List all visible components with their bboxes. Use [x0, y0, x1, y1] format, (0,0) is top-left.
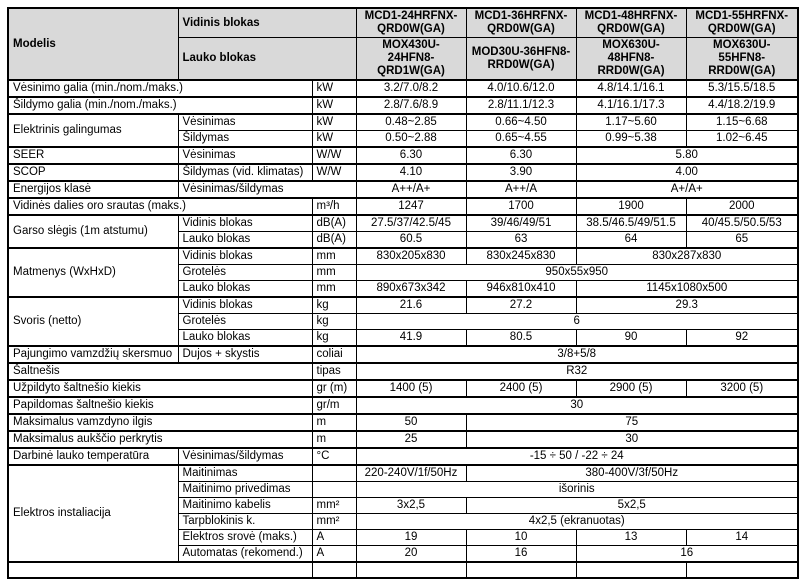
value-cell: 10: [466, 530, 576, 546]
value-cell: 2400 (5): [466, 380, 576, 397]
spec-row: [8, 431, 798, 448]
unit-cell: °C: [312, 448, 356, 465]
lauko-blokas-header-cell: Lauko blokas: [178, 38, 356, 81]
unit-cell: m: [312, 414, 356, 431]
value-cell: 21.6: [356, 297, 466, 314]
value-cell: 3.90: [466, 164, 576, 181]
spec-row: [8, 181, 798, 198]
row-label-cell: Maksimalus aukščio perkrytis: [8, 431, 312, 448]
value-cell: 75: [466, 414, 798, 431]
row-label-cell: Vidinės dalies oro srautas (maks.): [8, 198, 312, 215]
value-cell: 0.99~5.38: [576, 131, 686, 148]
unit-cell: coliai: [312, 346, 356, 363]
value-cell: A+/A+: [576, 181, 798, 198]
value-cell: 13: [576, 530, 686, 546]
sub-label-cell: Elektros srovė (maks.): [178, 530, 312, 546]
value-cell: 19: [356, 530, 466, 546]
unit-cell: kg: [312, 297, 356, 314]
value-cell: 1400 (5): [356, 380, 466, 397]
unit-cell: dB(A): [312, 215, 356, 232]
indoor-model-cell: MCD1-24HRFNX-QRD0W(GA): [356, 8, 466, 38]
value-cell: 39/46/49/51: [466, 215, 576, 232]
value-cell: 16: [466, 546, 576, 563]
modelis-header-cell: Modelis: [8, 8, 178, 80]
cell: [686, 562, 798, 578]
sub-label-cell: Lauko blokas: [178, 232, 312, 249]
sub-label-cell: Vėsinimas: [178, 114, 312, 131]
unit-cell: A: [312, 546, 356, 563]
row-label-cell: Svoris (netto): [8, 297, 178, 346]
row-label-cell: Pajungimo vamzdžių skersmuo: [8, 346, 178, 363]
value-cell: 20: [356, 546, 466, 563]
value-cell: 5.80: [576, 147, 798, 164]
value-cell: 950x55x950: [356, 265, 798, 281]
value-cell: 220-240V/1f/50Hz: [356, 465, 466, 482]
value-cell: A++/A: [466, 181, 576, 198]
outdoor-model-cell: MOX630U-48HFN8-RRD0W(GA): [576, 38, 686, 81]
unit-cell: kW: [312, 97, 356, 114]
value-cell: 2.8/7.6/8.9: [356, 97, 466, 114]
value-cell: 5.3/15.5/18.5: [686, 80, 798, 97]
sub-label-cell: Vidinis blokas: [178, 248, 312, 265]
unit-cell: kW: [312, 80, 356, 97]
spec-row: [8, 465, 798, 482]
value-cell: 4.4/18.2/19.9: [686, 97, 798, 114]
sub-label-cell: Automatas (rekomend.): [178, 546, 312, 563]
sub-label-cell: Šildymas (vid. klimatas): [178, 164, 312, 181]
spec-row: [8, 448, 798, 465]
sub-label-cell: Vėsinimas/šildymas: [178, 181, 356, 198]
value-cell: 0.48~2.85: [356, 114, 466, 131]
unit-cell: kW: [312, 114, 356, 131]
indoor-model-cell: MCD1-36HRFNX-QRD0W(GA): [466, 8, 576, 38]
unit-cell: [312, 465, 356, 482]
value-cell: 4.10: [356, 164, 466, 181]
spec-row: [8, 164, 798, 181]
value-cell: 6.30: [356, 147, 466, 164]
table-header: [8, 8, 798, 80]
row-label-cell: Elektrinis galingumas: [8, 114, 178, 147]
value-cell: 90: [576, 330, 686, 347]
sub-label-cell: Tarpblokinis k.: [178, 514, 312, 530]
spec-row: [8, 248, 798, 265]
unit-cell: mm²: [312, 498, 356, 514]
outdoor-model-cell: MOX430U-24HFN8-QRD1W(GA): [356, 38, 466, 81]
row-label-cell: SCOP: [8, 164, 178, 181]
value-cell: išorinis: [356, 482, 798, 498]
value-cell: 80.5: [466, 330, 576, 347]
outdoor-model-cell: MOD30U-36HFN8-RRD0W(GA): [466, 38, 576, 81]
sub-label-cell: Grotelės: [178, 314, 312, 330]
unit-cell: m: [312, 431, 356, 448]
value-cell: 38.5/46.5/49/51.5: [576, 215, 686, 232]
row-label-cell: Užpildyto šaltnešio kiekis: [8, 380, 312, 397]
value-cell: R32: [356, 363, 798, 380]
spec-row: [8, 414, 798, 431]
unit-cell: gr (m): [312, 380, 356, 397]
value-cell: 1900: [576, 198, 686, 215]
cell: [312, 562, 356, 578]
spec-row: [8, 363, 798, 380]
row-label-cell: Šildymo galia (min./nom./maks.): [8, 97, 312, 114]
value-cell: 29.3: [576, 297, 798, 314]
value-cell: 3x2,5: [356, 498, 466, 514]
spec-row: [8, 97, 798, 114]
value-cell: A++/A+: [356, 181, 466, 198]
value-cell: 2000: [686, 198, 798, 215]
value-cell: 64: [576, 232, 686, 249]
value-cell: 830x245x830: [466, 248, 576, 265]
value-cell: 4.00: [576, 164, 798, 181]
cell: [576, 562, 686, 578]
unit-cell: mm²: [312, 514, 356, 530]
spec-row: [8, 346, 798, 363]
value-cell: 65: [686, 232, 798, 249]
value-cell: 0.66~4.50: [466, 114, 576, 131]
value-cell: 6.30: [466, 147, 576, 164]
value-cell: 4x2,5 (ekranuotas): [356, 514, 798, 530]
sub-label-cell: Vidinis blokas: [178, 215, 312, 232]
table-body: [8, 80, 798, 562]
value-cell: 6: [356, 314, 798, 330]
unit-cell: m³/h: [312, 198, 356, 215]
unit-cell: [312, 482, 356, 498]
value-cell: 1.02~6.45: [686, 131, 798, 148]
specification-table: [7, 7, 799, 579]
header-row-indoor: [8, 8, 798, 38]
unit-cell: kg: [312, 330, 356, 347]
value-cell: 890x673x342: [356, 281, 466, 298]
value-cell: 1247: [356, 198, 466, 215]
value-cell: 0.65~4.55: [466, 131, 576, 148]
row-label-cell: Matmenys (WxHxD): [8, 248, 178, 297]
value-cell: 27.5/37/42.5/45: [356, 215, 466, 232]
value-cell: 60.5: [356, 232, 466, 249]
indoor-model-cell: MCD1-48HRFNX-QRD0W(GA): [576, 8, 686, 38]
unit-cell: gr/m: [312, 397, 356, 414]
sub-label-cell: Lauko blokas: [178, 281, 312, 298]
unit-cell: mm: [312, 265, 356, 281]
indoor-model-cell: MCD1-55HRFNX-QRD0W(GA): [686, 8, 798, 38]
unit-cell: mm: [312, 248, 356, 265]
unit-cell: kg: [312, 314, 356, 330]
unit-cell: W/W: [312, 147, 356, 164]
sub-label-cell: Maitinimas: [178, 465, 312, 482]
spec-row: [8, 397, 798, 414]
value-cell: 1700: [466, 198, 576, 215]
value-cell: 63: [466, 232, 576, 249]
row-label-cell: Garso slėgis (1m atstumu): [8, 215, 178, 248]
value-cell: 14: [686, 530, 798, 546]
value-cell: 830x205x830: [356, 248, 466, 265]
row-label-cell: Elektros instaliacija: [8, 465, 178, 562]
sub-label-cell: Dujos + skystis: [178, 346, 312, 363]
sub-label-cell: Maitinimo kabelis: [178, 498, 312, 514]
value-cell: 3/8+5/8: [356, 346, 798, 363]
unit-cell: dB(A): [312, 232, 356, 249]
value-cell: 4.0/10.6/12.0: [466, 80, 576, 97]
sub-label-cell: Vidinis blokas: [178, 297, 312, 314]
value-cell: -15 ÷ 50 / -22 ÷ 24: [356, 448, 798, 465]
value-cell: 4.8/14.1/16.1: [576, 80, 686, 97]
value-cell: 2900 (5): [576, 380, 686, 397]
value-cell: 30: [356, 397, 798, 414]
value-cell: 30: [466, 431, 798, 448]
row-label-cell: Papildomas šaltnešio kiekis: [8, 397, 312, 414]
spec-row: [8, 215, 798, 232]
value-cell: 3200 (5): [686, 380, 798, 397]
sub-label-cell: Lauko blokas: [178, 330, 312, 347]
clipped-partial-row-body: [8, 562, 798, 578]
value-cell: 92: [686, 330, 798, 347]
unit-cell: W/W: [312, 164, 356, 181]
sub-label-cell: Vėsinimas: [178, 147, 312, 164]
value-cell: 40/45.5/50.5/53: [686, 215, 798, 232]
value-cell: 1.17~5.60: [576, 114, 686, 131]
value-cell: 50: [356, 414, 466, 431]
unit-cell: tipas: [312, 363, 356, 380]
value-cell: 27.2: [466, 297, 576, 314]
value-cell: 41.9: [356, 330, 466, 347]
value-cell: 1.15~6.68: [686, 114, 798, 131]
spec-row: [8, 147, 798, 164]
unit-cell: kW: [312, 131, 356, 148]
value-cell: 1145x1080x500: [576, 281, 798, 298]
value-cell: 0.50~2.88: [356, 131, 466, 148]
unit-cell: A: [312, 530, 356, 546]
value-cell: 4.1/16.1/17.3: [576, 97, 686, 114]
spec-row: [8, 80, 798, 97]
row-label-cell: Vėsinimo galia (min./nom./maks.): [8, 80, 312, 97]
clipped-partial-row: [8, 562, 798, 578]
value-cell: 16: [576, 546, 798, 563]
spec-row: [8, 297, 798, 314]
sub-label-cell: Šildymas: [178, 131, 312, 148]
spec-row: [8, 198, 798, 215]
row-label-cell: Šaltnešis: [8, 363, 312, 380]
sub-label-cell: Maitinimo privedimas: [178, 482, 312, 498]
vidinis-blokas-header-cell: Vidinis blokas: [178, 8, 356, 38]
unit-cell: mm: [312, 281, 356, 298]
cell: [8, 562, 312, 578]
value-cell: 2.8/11.1/12.3: [466, 97, 576, 114]
row-label-cell: Maksimalus vamzdyno ilgis: [8, 414, 312, 431]
value-cell: 830x287x830: [576, 248, 798, 265]
row-label-cell: Energijos klasė: [8, 181, 178, 198]
sub-label-cell: Grotelės: [178, 265, 312, 281]
value-cell: 25: [356, 431, 466, 448]
sub-label-cell: Vėsinimas/šildymas: [178, 448, 312, 465]
spec-row: [8, 380, 798, 397]
row-label-cell: SEER: [8, 147, 178, 164]
cell: [466, 562, 576, 578]
row-label-cell: Darbinė lauko temperatūra: [8, 448, 178, 465]
outdoor-model-cell: MOX630U-55HFN8-RRD0W(GA): [686, 38, 798, 81]
value-cell: 5x2,5: [466, 498, 798, 514]
value-cell: 946x810x410: [466, 281, 576, 298]
value-cell: 380-400V/3f/50Hz: [466, 465, 798, 482]
spec-row: [8, 114, 798, 131]
cell: [356, 562, 466, 578]
value-cell: 3.2/7.0/8.2: [356, 80, 466, 97]
